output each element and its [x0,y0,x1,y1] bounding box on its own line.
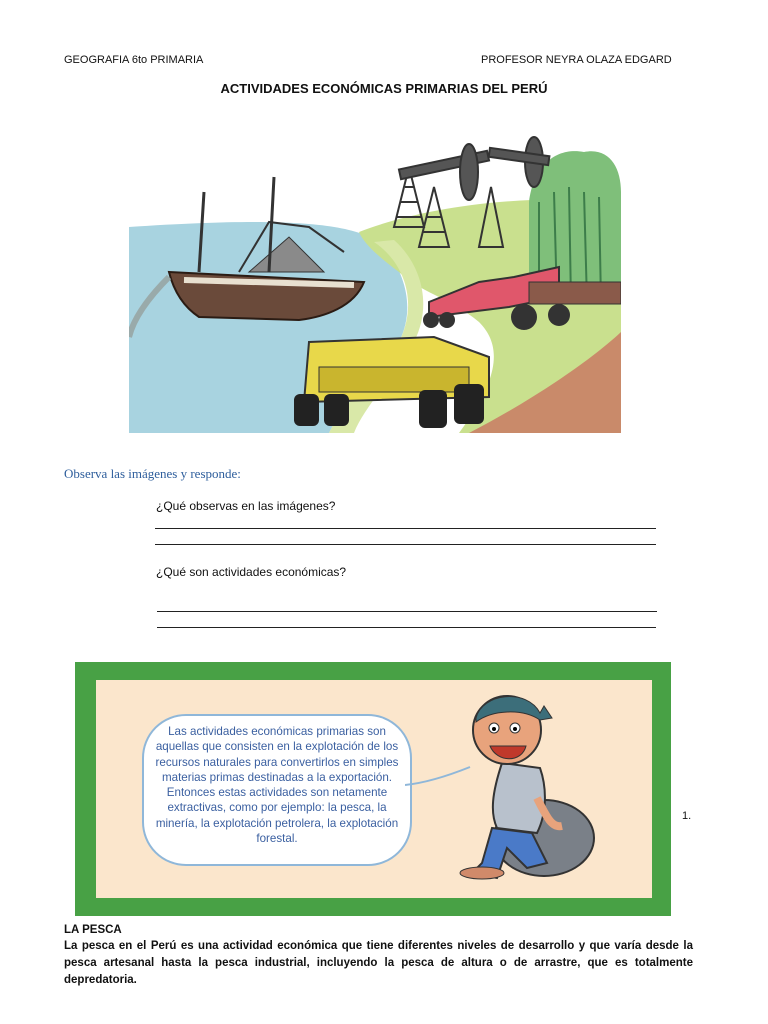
answer-line[interactable] [155,528,656,529]
answer-line[interactable] [157,627,656,628]
question-1: ¿Qué observas en las imágenes? [156,499,336,513]
section-heading: LA PESCA [64,924,122,936]
answer-line[interactable] [157,611,657,612]
teacher-header: PROFESOR NEYRA OLAZA EDGARD [481,54,672,66]
subject-header: GEOGRAFIA 6to PRIMARIA [64,54,204,66]
answer-line[interactable] [155,544,656,545]
economic-activities-illustration [129,132,621,433]
instruction-text: Observa las imágenes y responde: [64,466,241,481]
speech-bubble: Las actividades económicas primarias son aquellas que consisten en la explotación de los recursos naturales para convertirlos en simples materias primas destinadas a la exportación. Entonces estas actividades son netamente extractivas, como por ejemplo: la pesca, la minería, la explotación petrolera, la explotación forestal. [142,714,412,866]
question-2: ¿Qué son actividades económicas? [156,565,347,579]
section-paragraph: La pesca en el Perú es una actividad económica que tiene diferentes niveles de desarrollo y que varía desde la pesca artesanal hasta la pesca industrial, incluyendo la pesca de altura o de arrastre, que es totalmente depredatoria. [64,940,693,986]
page-title: ACTIVIDADES ECONÓMICAS PRIMARIAS DEL PERÚ [220,81,548,96]
item-number: 1. [682,810,692,822]
boy-character-icon [452,688,627,888]
